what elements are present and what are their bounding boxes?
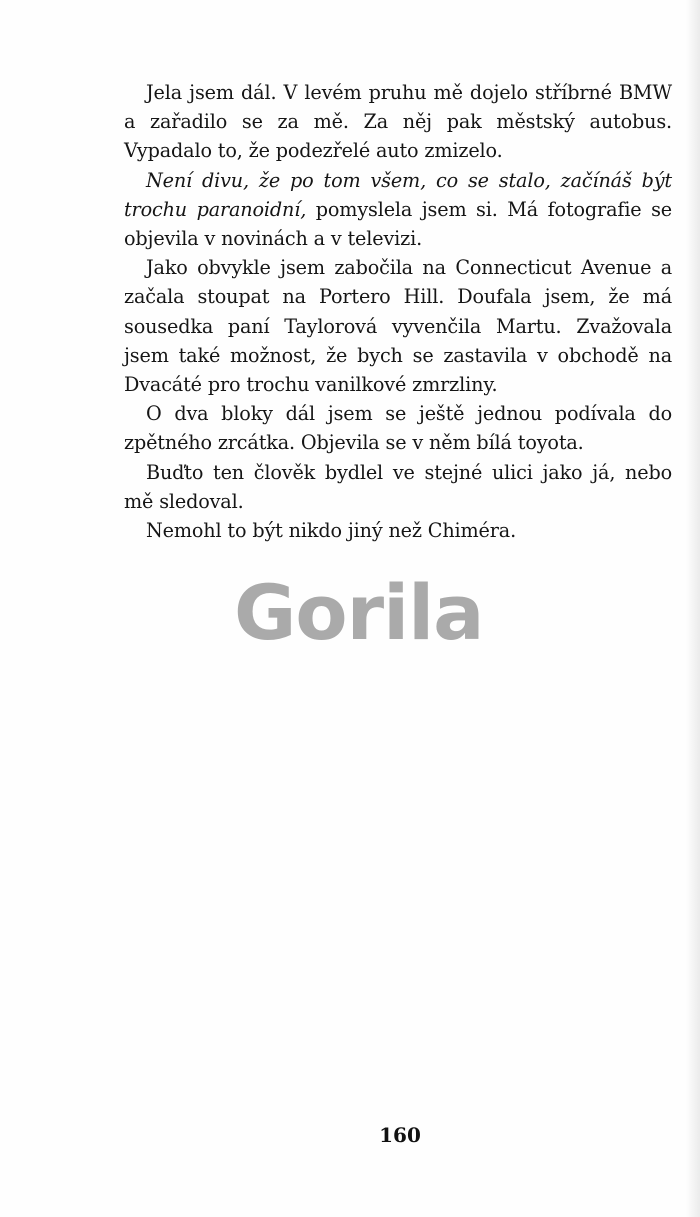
paragraph (124, 253, 672, 399)
gorila-watermark-logo: Gorila (234, 568, 484, 657)
page-edge-shadow (686, 0, 700, 1217)
page-number: 160 (379, 1123, 421, 1147)
text-segment: Buďto ten člověk bydlel ve stejné ulici jako já, nebo mě sledoval. (124, 460, 672, 513)
text-segment: Jela jsem dál. V levém pruhu mě dojelo stříbrné BMW a zařadilo se za mě. Za něj pak městský autobus. Vypadalo to, že podezřelé auto zmizelo. (124, 81, 672, 163)
italic-text-segment: Není divu, že po tom všem, co se stalo, začínáš být trochu paranoidní, (124, 168, 672, 221)
text-segment: O dva bloky dál jsem se ještě jednou podívala do zpětného zrcátka. Objevila se v něm bílá toyota. (124, 402, 672, 455)
paragraph (124, 516, 672, 545)
paragraph (124, 78, 672, 166)
text-segment: pomyslela jsem si. Má fotografie se objevila v novinách a v televizi. (124, 197, 672, 251)
text-segment: Jako obvykle jsem zabočila na Connecticut Avenue a začala stoupat na Portero Hill. Doufala jsem, že má sousedka paní Taylorová vyvenčila Martu. Zvažovala jsem také možnost, že bych se zastavila v obchodě na Dvacáté pro trochu vanilkové zmrzliny. (124, 256, 672, 397)
paragraph (124, 399, 672, 457)
body-text (124, 78, 672, 545)
paragraph (124, 166, 672, 254)
text-segment: Nemohl to být nikdo jiný než Chiméra. (146, 519, 517, 543)
paragraph (124, 458, 672, 516)
